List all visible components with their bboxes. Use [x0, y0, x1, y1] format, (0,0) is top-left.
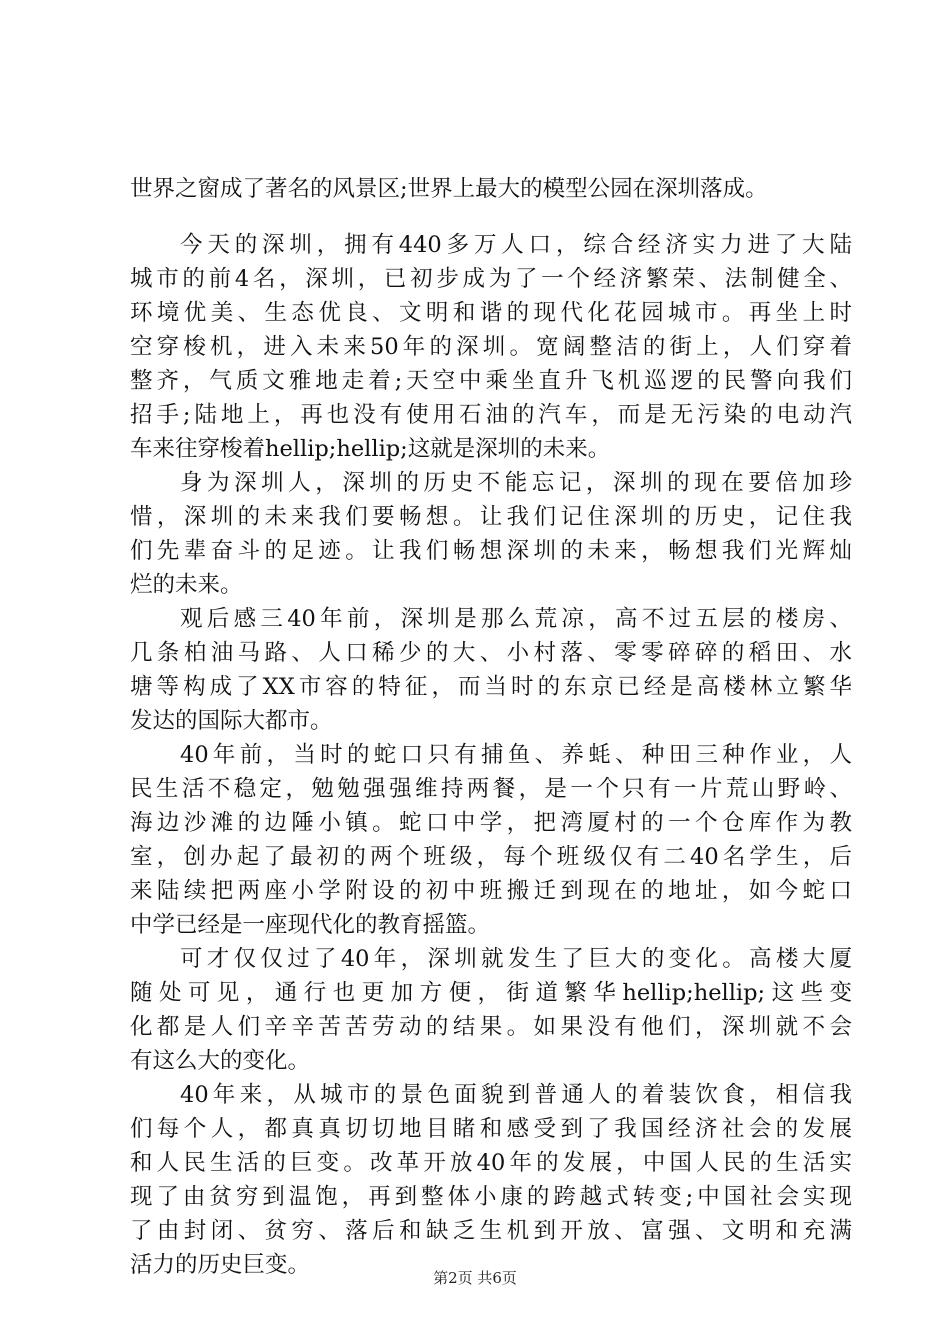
text-line: 活力的历史巨变。: [130, 1252, 311, 1278]
page-footer: [0, 1268, 950, 1288]
text-line: 可才仅仅过了40年，深圳就发生了巨大的变化。高楼大厦: [180, 946, 852, 972]
text-line: 环境优美、生态优良、文明和谐的现代化花园城市。再坐上时: [130, 300, 852, 326]
paragraph-2: [130, 228, 852, 466]
text-line: 40年来，从城市的景色面貌到普通人的着装饮食，相信我: [180, 1082, 852, 1108]
text-line: 身为深圳人，深圳的历史不能忘记，深圳的现在要倍加珍: [180, 470, 852, 496]
paragraph-5: [130, 738, 852, 942]
document-body: [130, 172, 852, 1282]
paragraph-3: [130, 466, 852, 602]
text-line: 世界之窗成了著名的风景区;世界上最大的模型公园在深圳落成。: [130, 176, 768, 202]
text-line: 惜，深圳的未来我们要畅想。让我们记住深圳的历史，记住我: [130, 504, 852, 530]
text-line: 室，创办起了最初的两个班级，每个班级仅有二40名学生，后: [130, 844, 852, 870]
text-line: 整齐，气质文雅地走着;天空中乘坐直升飞机巡逻的民警向我们: [130, 368, 852, 394]
text-line: 了由封闭、贫穷、落后和缺乏生机到开放、富强、文明和充满: [130, 1218, 852, 1244]
paragraph-gap: [130, 206, 852, 228]
paragraph-6: [130, 942, 852, 1078]
text-line: 观后感三40年前，深圳是那么荒凉，高不过五层的楼房、: [180, 606, 852, 632]
text-line: 海边沙滩的边陲小镇。蛇口中学，把湾厦村的一个仓库作为教: [130, 810, 852, 836]
text-line: 几条柏油马路、人口稀少的大、小村落、零零碎碎的稻田、水: [130, 640, 852, 666]
paragraph-1: [130, 172, 852, 206]
text-line: 招手;陆地上，再也没有使用石油的汽车，而是无污染的电动汽: [130, 402, 852, 428]
text-line: 化都是人们辛辛苦苦劳动的结果。如果没有他们，深圳就不会: [130, 1014, 852, 1040]
text-line: 塘等构成了XX市容的特征，而当时的东京已经是高楼林立繁华: [130, 674, 852, 700]
text-line: 民生活不稳定，勉勉强强维持两餐，是一个只有一片荒山野岭、: [130, 776, 852, 802]
page-number: 第2页 共6页: [433, 1269, 517, 1287]
text-line: 中学已经是一座现代化的教育摇篮。: [130, 912, 491, 938]
text-line: 空穿梭机，进入未来50年的深圳。宽阔整洁的街上，人们穿着: [130, 334, 852, 360]
paragraph-4: [130, 602, 852, 738]
paragraph-7: [130, 1078, 852, 1282]
text-line: 们先辈奋斗的足迹。让我们畅想深圳的未来，畅想我们光辉灿: [130, 538, 852, 564]
text-line: 车来往穿梭着hellip;hellip;这就是深圳的未来。: [130, 436, 611, 462]
text-line: 40年前，当时的蛇口只有捕鱼、养蚝、种田三种作业，人: [180, 742, 852, 768]
text-line: 和人民生活的巨变。改革开放40年的发展，中国人民的生活实: [130, 1150, 852, 1176]
text-line: 有这么大的变化。: [130, 1048, 311, 1074]
text-line: 现了由贫穷到温饱，再到整体小康的跨越式转变;中国社会实现: [130, 1184, 852, 1210]
text-line: 今天的深圳，拥有440多万人口，综合经济实力进了大陆: [180, 232, 852, 258]
text-line: 来陆续把两座小学附设的初中班搬迁到现在的地址，如今蛇口: [130, 878, 852, 904]
text-line: 发达的国际大都市。: [130, 708, 333, 734]
text-line: 城市的前4名，深圳，已初步成为了一个经济繁荣、法制健全、: [130, 266, 852, 292]
text-line: 们每个人，都真真切切地目睹和感受到了我国经济社会的发展: [130, 1116, 852, 1142]
text-line: 随处可见，通行也更加方便，街道繁华hellip;hellip;这些变: [130, 980, 852, 1006]
text-line: 烂的未来。: [130, 572, 243, 598]
